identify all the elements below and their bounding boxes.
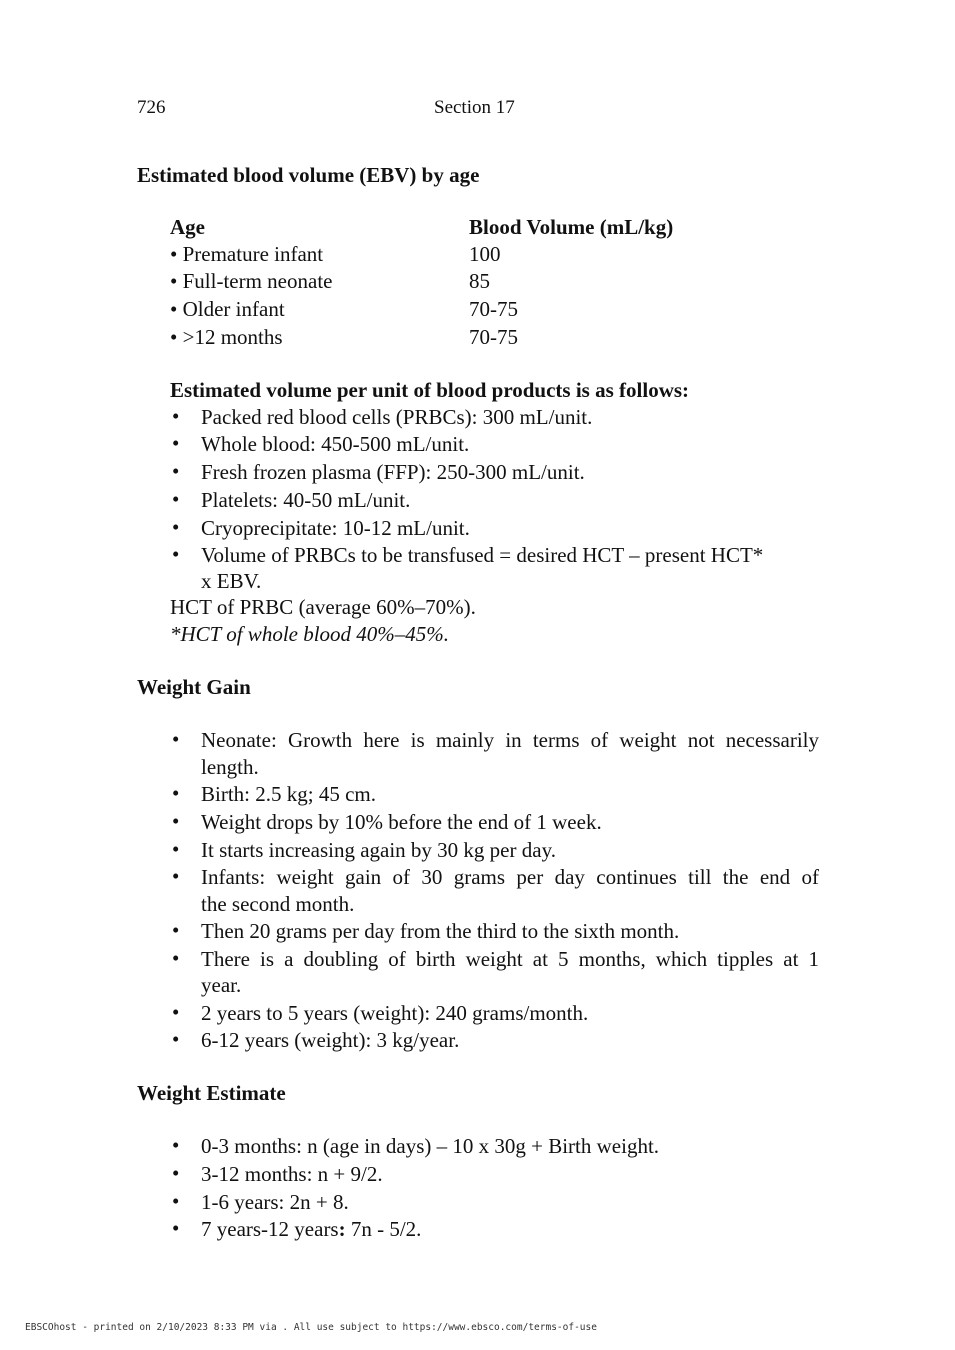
list-item-continuation: the second month. <box>201 892 355 916</box>
bullet: • <box>172 1027 180 1051</box>
bullet: • <box>172 487 180 511</box>
weight-estimate-heading: Weight Estimate <box>137 1081 286 1105</box>
ebv-age: Premature infant <box>182 242 324 266</box>
list-item-continuation: x EBV. <box>201 569 262 593</box>
list-item: It starts increasing again by 30 kg per day. <box>201 838 556 862</box>
ebv-row <box>170 268 332 295</box>
hct-whole-blood-note: *HCT of whole blood 40%–45%. <box>170 622 450 646</box>
bullet: • <box>172 809 180 833</box>
ebv-volume: 85 <box>469 269 490 293</box>
bullet: • <box>172 1216 180 1240</box>
bullet: • <box>172 1161 180 1185</box>
list-item: Birth: 2.5 kg; 45 cm. <box>201 782 376 806</box>
bullet: • <box>172 727 180 751</box>
bullet: • <box>170 269 178 293</box>
list-item: There is a doubling of birth weight at 5 months, which tipples at 1 <box>201 947 819 971</box>
ebv-age: >12 months <box>182 325 283 349</box>
bullet: • <box>172 781 180 805</box>
bullet: • <box>172 1000 180 1024</box>
list-item: Weight drops by 10% before the end of 1 week. <box>201 810 602 834</box>
bullet: • <box>170 242 178 266</box>
bold-colon: : <box>338 1217 346 1241</box>
ebv-age: Full-term neonate <box>182 269 333 293</box>
list-item: Volume of PRBCs to be transfused = desired HCT – present HCT* <box>201 543 764 567</box>
list-item: 3-12 months: n + 9/2. <box>201 1162 383 1186</box>
list-item-prefix: 7 years-12 years <box>201 1217 339 1241</box>
bullet: • <box>170 297 178 321</box>
list-item: Fresh frozen plasma (FFP): 250-300 mL/unit. <box>201 460 585 484</box>
section-title: Section 17 <box>434 97 515 118</box>
list-item-continuation: year. <box>201 973 242 997</box>
list-item: Infants: weight gain of 30 grams per day continues till the end of <box>201 865 819 889</box>
page-number: 726 <box>137 97 166 118</box>
ebv-col-age: Age <box>170 215 205 239</box>
ebv-volume: 70-75 <box>469 297 518 321</box>
ebv-col-volume: Blood Volume (mL/kg) <box>469 215 674 239</box>
list-item <box>201 1216 421 1243</box>
list-item: Neonate: Growth here is mainly in terms of weight not necessarily <box>201 728 819 752</box>
ebv-volume: 70-75 <box>469 325 518 349</box>
list-item: Then 20 grams per day from the third to the sixth month. <box>201 919 680 943</box>
hct-note: HCT of PRBC (average 60%–70%). <box>170 595 476 619</box>
list-item: 0-3 months: n (age in days) – 10 x 30g + Birth weight. <box>201 1134 660 1158</box>
list-item: Cryoprecipitate: 10-12 mL/unit. <box>201 516 470 540</box>
ebv-row <box>170 241 323 268</box>
bullet: • <box>172 404 180 428</box>
print-footer: EBSCOhost - printed on 2/10/2023 8:33 PM via . All use subject to https://www.ebsco.com/terms-of-use <box>25 1322 597 1333</box>
list-item: Platelets: 40-50 mL/unit. <box>201 488 411 512</box>
list-item: 1-6 years: 2n + 8. <box>201 1190 349 1214</box>
ebv-row <box>170 324 283 351</box>
bullet: • <box>172 431 180 455</box>
ebv-volume: 100 <box>469 242 501 266</box>
products-heading: Estimated volume per unit of blood products is as follows: <box>170 378 690 402</box>
bullet: • <box>172 459 180 483</box>
bullet: • <box>170 325 178 349</box>
bullet: • <box>172 515 180 539</box>
bullet: • <box>172 946 180 970</box>
list-item-continuation: length. <box>201 755 259 779</box>
weight-gain-heading: Weight Gain <box>137 675 251 699</box>
bullet: • <box>172 864 180 888</box>
bullet: • <box>172 1133 180 1157</box>
bullet: • <box>172 918 180 942</box>
ebv-heading: Estimated blood volume (EBV) by age <box>137 163 480 187</box>
list-item: Whole blood: 450-500 mL/unit. <box>201 432 470 456</box>
bullet: • <box>172 1189 180 1213</box>
list-item: Packed red blood cells (PRBCs): 300 mL/unit. <box>201 405 593 429</box>
ebv-row <box>170 296 285 323</box>
ebv-age: Older infant <box>182 297 285 321</box>
list-item: 2 years to 5 years (weight): 240 grams/month. <box>201 1001 589 1025</box>
list-item: 6-12 years (weight): 3 kg/year. <box>201 1028 460 1052</box>
list-item-suffix: 7n - 5/2. <box>345 1217 422 1241</box>
bullet: • <box>172 837 180 861</box>
bullet: • <box>172 542 180 566</box>
